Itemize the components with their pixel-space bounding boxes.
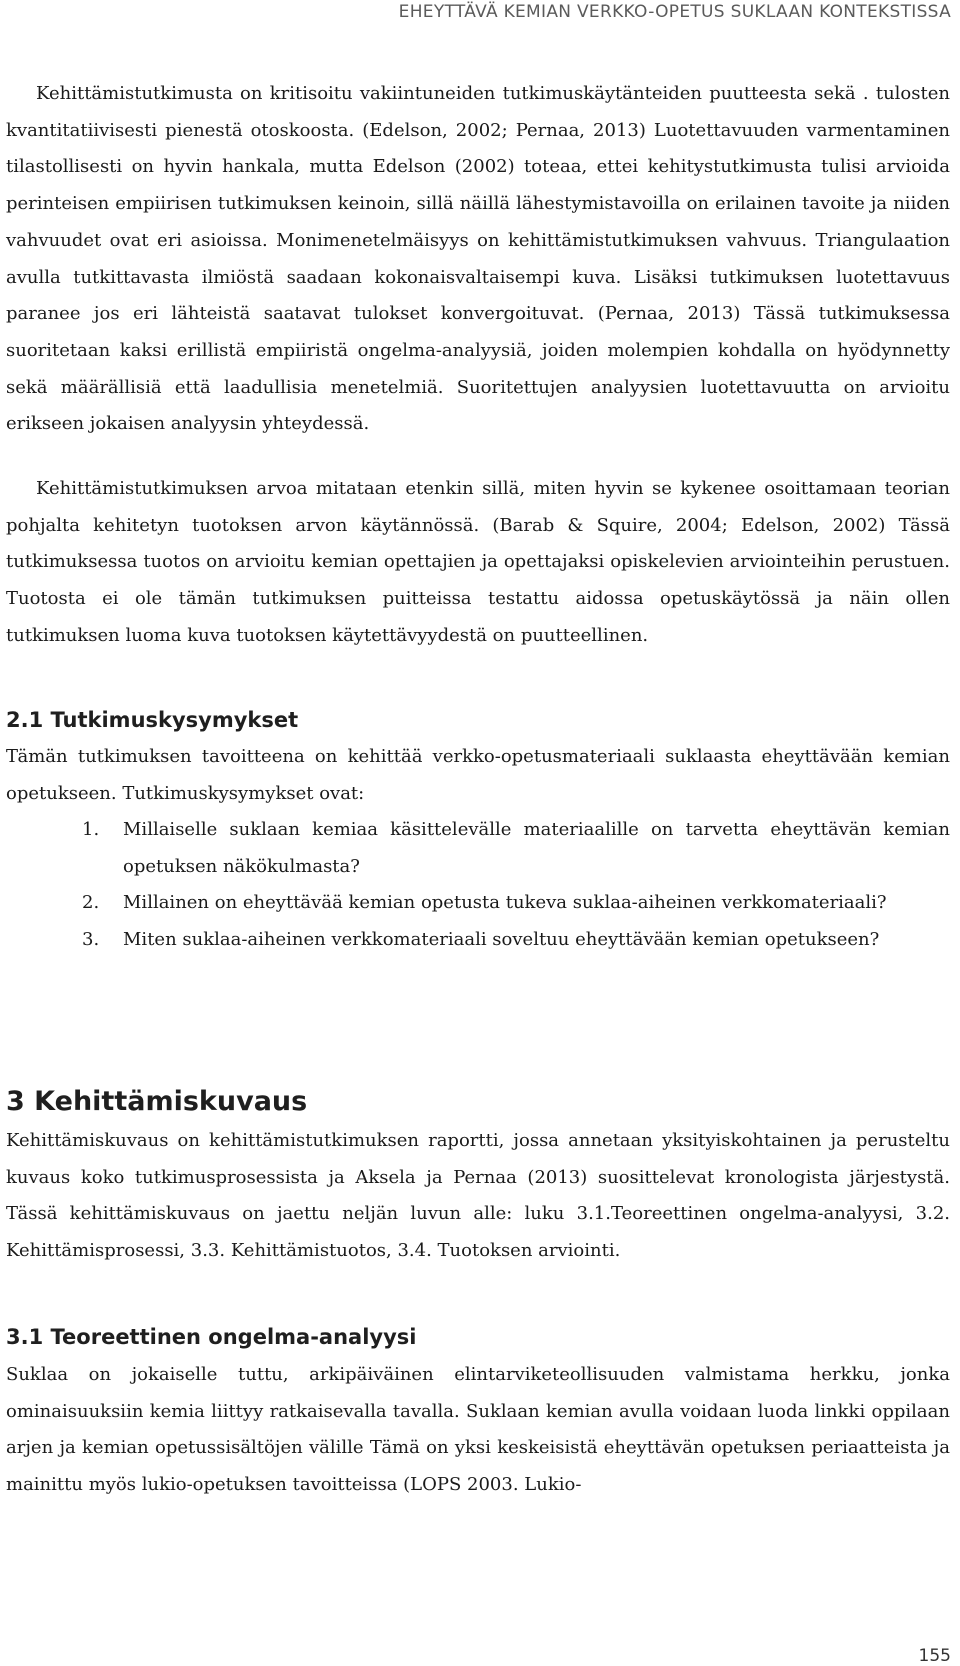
section-3-1-heading: 3.1 Teoreettinen ongelma-analyysi (6, 1325, 417, 1349)
section-3-body: Kehittämiskuvaus on kehittämistutkimuksen raportti, jossa annetaan yksityiskohtainen ja perusteltu kuvaus koko tutkimusprosessista ja Aksela ja Pernaa (2013) suosittelevat kronologista järjestystä. Tässä kehittämiskuvaus on jaettu neljän luvun alle: luku 3.1.Teoreettinen ongelma-analyysi, 3.2. Kehittämisprosessi, 3.3. Kehittämistuotos, 3.4. Tuotoksen arviointi. (6, 1130, 950, 1262)
list-item-number: 1. (82, 819, 100, 840)
list-item-number: 3. (82, 929, 100, 951)
paragraph-2-text: Kehittämistutkimuksen arvoa mitataan etenkin sillä, miten hyvin se kykenee osoittamaan teorian pohjalta kehitetyn tuotoksen arvon käytännössä. (Barab & Squire, 2004; Edelson, 2002) Tässä tutkimuksessa tuotos on arvioitu kemian opettajien ja opettajaksi opiskelevien arviointeihin perustuen. Tuotosta ei ole tämän tutkimuksen puitteissa testattu aidossa opetuskäytössä ja näin ollen tutkimuksen luoma kuva tuotoksen käytettävyydestä on puutteellinen. (6, 478, 950, 646)
list-item-text: Millaiselle suklaan kemiaa käsittelevälle materiaalille on tarvetta eheyttävän kemian opetuksen näkökulmasta? (123, 819, 950, 877)
list-item-number: 2. (82, 892, 100, 914)
running-header: EHEYTTÄVÄ KEMIAN VERKKO-OPETUS SUKLAAN KONTEKSTISSA (398, 2, 951, 22)
page-number: 155 (918, 1646, 951, 1666)
list-item (6, 922, 950, 959)
section-3-heading: 3 Kehittämiskuvaus (6, 1086, 308, 1117)
list-item (6, 812, 950, 885)
section-3-1-body: Suklaa on jokaiselle tuttu, arkipäiväinen elintarviketeollisuuden valmistama herkku, jonka ominaisuuksiin kemia liittyy ratkaisevalla tavalla. Suklaan kemian avulla voidaan luoda linkki oppilaan arjen ja kemian opetussisältöjen välille Tämä on yksi keskeisistä eheyttävän opetuksen periaatteista ja mainittu myös lukio-opetuksen tavoitteissa (LOPS 2003. Lukio- (6, 1364, 950, 1496)
list-item-text: Miten suklaa-aiheinen verkkomateriaali soveltuu eheyttävään kemian opetukseen? (123, 929, 880, 951)
list-item (6, 885, 950, 922)
list-item-text: Millainen on eheyttävää kemian opetusta tukeva suklaa-aiheinen verkkomateriaali? (123, 892, 887, 914)
paragraph-1 (6, 76, 950, 443)
paragraph-1-text: Kehittämistutkimusta on kritisoitu vakiintuneiden tutkimuskäytänteiden puutteesta sekä . tulosten kvantitatiivisesti pienestä otoskoosta. (Edelson, 2002; Pernaa, 2013) Luotettavuuden varmentaminen tilastollisesti on hyvin hankala, mutta Edelson (2002) toteaa, ettei kehitystutkimusta tulisi arvioida perinteisen empiirisen tutkimuksen keinoin, sillä näillä lähestymistavoilla on erilainen tavoite ja niiden vahvuudet ovat eri asioissa. Monimenetelmäisyys on kehittämistutkimuksen vahvuus. Triangulaation avulla tutkittavasta ilmiöstä saadaan kokonaisvaltaisempi kuva. Lisäksi tutkimuksen luotettavuus paranee jos eri lähteistä saatavat tulokset konvergoituvat. (Pernaa, 2013) Tässä tutkimuksessa suoritetaan kaksi erillistä empiiristä ongelma-analyysiä, joiden molempien kohdalla on hyödynnetty sekä määrällisiä että laadullisia menetelmiä. Suoritettujen analyysien luotettavuutta on arvioitu erikseen jokaisen analyysin yhteydessä. (6, 83, 950, 435)
section-2-1-intro: Tämän tutkimuksen tavoitteena on kehittää verkko-opetusmateriaali suklaasta eheyttävään kemian opetukseen. Tutkimuskysymykset ovat: (6, 746, 950, 804)
paragraph-2 (6, 471, 950, 655)
research-questions-list (6, 812, 950, 959)
section-2-1-heading: 2.1 Tutkimuskysymykset (6, 708, 299, 732)
